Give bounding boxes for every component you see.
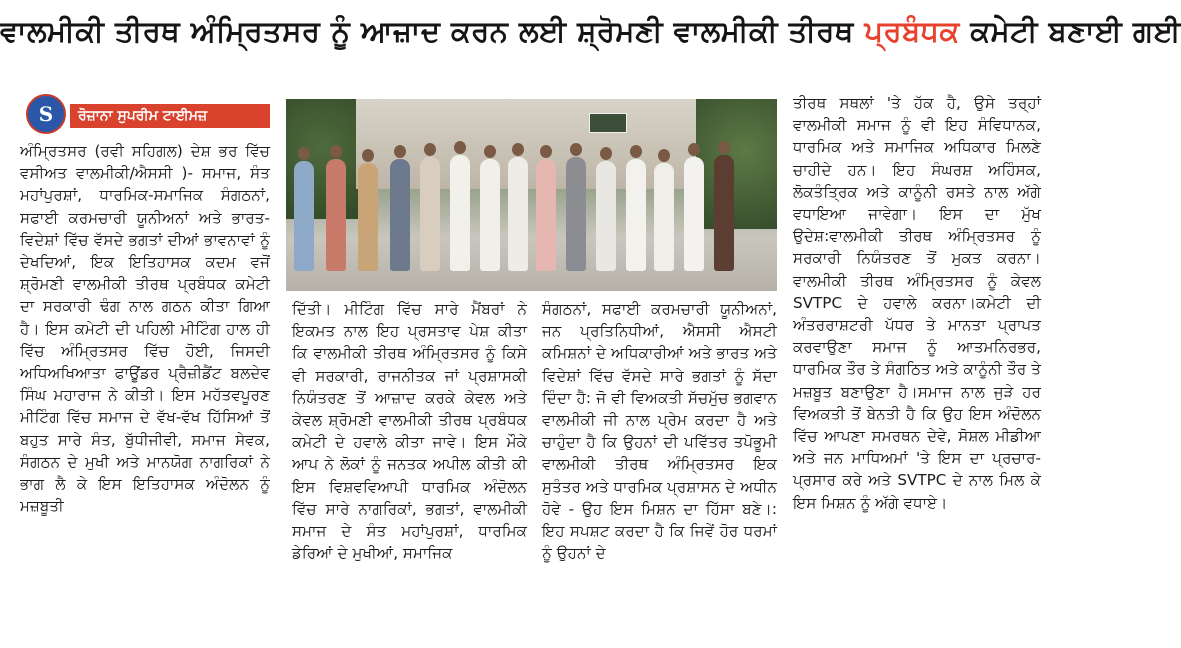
article-column-1 (20, 140, 270, 640)
person (566, 157, 586, 271)
newspaper-brand (26, 94, 276, 134)
group-photo (286, 99, 777, 291)
headline-highlight: ਪ੍ਰਬੰਧਕ (864, 14, 960, 48)
person (596, 161, 616, 271)
article-column-4 (793, 92, 1041, 640)
column-4-text: ਤੀਰਥ ਸਥਲਾਂ 'ਤੇ ਹੱਕ ਹੈ, ਉਸੇ ਤਰ੍ਹਾਂ ਵਾਲਮੀਕੀ ਸਮਾਜ ਨੂੰ ਵੀ ਇਹ ਸੰਵਿਧਾਨਕ, ਧਾਰਮਿਕ ਅਤੇ ਸਮਾਜਿਕ ਅਧਿਕਾਰ ਮਿਲਣੇ ਚਾਹੀਦੇ ਹਨ। ਇਹ ਸੰਘਰਸ਼ ਅਹਿੰਸਕ, ਲੋਕਤੰਤ੍ਰਿਕ ਅਤੇ ਕਾਨੂੰਨੀ ਰਸਤੇ ਨਾਲ ਅੱਗੇ ਵਧਾਇਆ ਜਾਵੇਗਾ। ਇਸ ਦਾ ਮੁੱਖ ਉਦੇਸ਼:ਵਾਲਮੀਕੀ ਤੀਰਥ ਅੰਮ੍ਰਿਤਸਰ ਨੂੰ ਸਰਕਾਰੀ ਨਿਯੰਤਰਣ ਤੋਂ ਮੁਕਤ ਕਰਨਾ।ਵਾਲਮੀਕੀ ਤੀਰਥ ਅੰਮ੍ਰਿਤਸਰ ਨੂੰ ਕੇਵਲ SVTPC ਦੇ ਹਵਾਲੇ ਕਰਨਾ।ਕਮੇਟੀ ਦੀ ਅੰਤਰਰਾਸ਼ਟਰੀ ਪੱਧਰ ਤੇ ਮਾਨਤਾ ਪ੍ਰਾਪਤ ਕਰਵਾਉਣਾ ਸਮਾਜ ਨੂੰ ਆਤਮਨਿਰਭਰ, ਧਾਰਮਿਕ ਤੌਰ ਤੇ ਸੰਗਠਿਤ ਅਤੇ ਕਾਨੂੰਨੀ ਤੌਰ ਤੇ ਮਜ਼ਬੂਤ ਬਣਾਉਣਾ ਹੈ।ਸਮਾਜ ਨਾਲ ਜੁੜੇ ਹਰ ਵਿਅਕਤੀ ਤੋਂ ਬੇਨਤੀ ਹੈ ਕਿ ਉਹ ਇਸ ਅੰਦੋਲਨ ਵਿੱਚ ਆਪਣਾ ਸਮਰਥਨ ਦੇਵੇ, ਸੋਸ਼ਲ ਮੀਡੀਆ ਅਤੇ ਜਨ ਮਾਧਿਅਮਾਂ 'ਤੇ ਇਸ ਦਾ ਪ੍ਰਚਾਰ-ਪ੍ਰਸਾਰ ਕਰੇ ਅਤੇ SVTPC ਦੇ ਨਾਲ ਮਿਲ ਕੇ ਇਸ ਮਿਸ਼ਨ ਨੂੰ ਅੱਗੇ ਵਧਾਏ। (793, 94, 1041, 512)
person (684, 157, 704, 271)
headline-part-2: ਕਮੇਟੀ ਬਣਾਈ ਗਈ (970, 14, 1181, 48)
person (480, 159, 500, 271)
article-column-3 (542, 298, 777, 638)
supreme-times-logo-icon: S (26, 94, 66, 134)
person (450, 155, 470, 271)
person (654, 163, 674, 271)
column-2-text: ਦਿੱਤੀ। ਮੀਟਿੰਗ ਵਿੱਚ ਸਾਰੇ ਮੈਂਬਰਾਂ ਨੇ ਇਕਮਤ ਨਾਲ ਇਹ ਪ੍ਰਸਤਾਵ ਪੇਸ਼ ਕੀਤਾ ਕਿ ਵਾਲਮੀਕੀ ਤੀਰਥ ਅੰਮ੍ਰਿਤਸਰ ਨੂੰ ਕਿਸੇ ਵੀ ਸਰਕਾਰੀ, ਰਾਜਨੀਤਕ ਜਾਂ ਪ੍ਰਸ਼ਾਸਕੀ ਨਿਯੰਤਰਣ ਤੋਂ ਆਜ਼ਾਦ ਕਰਕੇ ਕੇਵਲ ਅਤੇ ਕੇਵਲ ਸ਼੍ਰੋਮਣੀ ਵਾਲਮੀਕੀ ਤੀਰਥ ਪ੍ਰਬੰਧਕ ਕਮੇਟੀ ਦੇ ਹਵਾਲੇ ਕੀਤਾ ਜਾਵੇ। ਇਸ ਮੌਕੇ ਆਪ ਨੇ ਲੋਕਾਂ ਨੂੰ ਜਨਤਕ ਅਪੀਲ ਕੀਤੀ ਕੀ ਇਸ ਵਿਸ਼ਵਵਿਆਪੀ ਧਾਰਮਿਕ ਅੰਦੋਲਨ ਵਿੱਚ ਸਾਰੇ ਨਾਗਰਿਕਾਂ, ਭਗਤਾਂ, ਵਾਲਮੀਕੀ ਸਮਾਜ ਦੇ ਸੰਤ ਮਹਾਂਪੁਰਸ਼ਾਂ, ਧਾਰਮਿਕ ਡੇਰਿਆਂ ਦੇ ਮੁਖੀਆਂ, ਸਮਾਜਿਕ (292, 300, 527, 563)
newspaper-name: ਰੋਜ਼ਾਨਾ ਸੁਪਰੀਮ ਟਾਈਮਜ਼ (70, 104, 270, 128)
column-1-text: ਅੰਮ੍ਰਿਤਸਰ (ਰਵੀ ਸਹਿਗਲ) ਦੇਸ਼ ਭਰ ਵਿੱਚ ਵਸੀਅਤ ਵਾਲਮੀਕੀ/ਐਸਸੀ )- ਸਮਾਜ, ਸੰਤ ਮਹਾਂਪੁਰਸ਼ਾਂ, ਧਾਰਮਿਕ-ਸਮਾਜਿਕ ਸੰਗਠਨਾਂ, ਸਫਾਈ ਕਰਮਚਾਰੀ ਯੂਨੀਅਨਾਂ ਅਤੇ ਭਾਰਤ-ਵਿਦੇਸ਼ਾਂ ਵਿੱਚ ਵੱਸਦੇ ਭਗਤਾਂ ਦੀਆਂ ਭਾਵਨਾਵਾਂ ਨੂੰ ਦੇਖਦਿਆਂ, ਇਕ ਇਤਿਹਾਸਕ ਕਦਮ ਵਜੋਂ ਸ਼੍ਰੋਮਣੀ ਵਾਲਮੀਕੀ ਤੀਰਥ ਪ੍ਰਬੰਧਕ ਕਮੇਟੀ ਦਾ ਸਰਕਾਰੀ ਢੰਗ ਨਾਲ ਗਠਨ ਕੀਤਾ ਗਿਆ ਹੈ। ਇਸ ਕਮੇਟੀ ਦੀ ਪਹਿਲੀ ਮੀਟਿੰਗ ਹਾਲ ਹੀ ਵਿੱਚ ਅੰਮ੍ਰਿਤਸਰ ਵਿੱਚ ਹੋਈ, ਜਿਸਦੀ ਅਧਿਅਖਿਆਤਾ ਫਾਊਂਡਰ ਪ੍ਰੈਜ਼ੀਡੈਂਟ ਬਲਦੇਵ ਸਿੰਘ ਮਹਾਰਾਜ ਨੇ ਕੀਤੀ। ਇਸ ਮਹੱਤਵਪੂਰਣ ਮੀਟਿੰਗ ਵਿੱਚ ਸਮਾਜ ਦੇ ਵੱਖ-ਵੱਖ ਹਿੱਸਿਆਂ ਤੋਂ ਬਹੁਤ ਸਾਰੇ ਸੰਤ, ਬੁੱਧੀਜੀਵੀ, ਸਮਾਜ ਸੇਵਕ, ਸੰਗਠਨ ਦੇ ਮੁਖੀ ਅਤੇ ਮਾਨਯੋਗ ਨਾਗਰਿਕਾਂ ਨੇ ਭਾਗ ਲੈ ਕੇ ਇਸ ਇਤਿਹਾਸਕ ਅੰਦੋਲਨ ਨੂੰ ਮਜ਼ਬੂਤੀ (20, 142, 270, 516)
person (508, 157, 528, 271)
person (536, 159, 556, 271)
headline-part-1: ਵਾਲਮੀਕੀ ਤੀਰਥ ਅੰਮ੍ਰਿਤਸਰ ਨੂੰ ਆਜ਼ਾਦ ਕਰਨ ਲਈ ਸ਼੍ਰੋਮਣੀ ਵਾਲਮੀਕੀ ਤੀਰਥ (0, 14, 854, 48)
person (420, 157, 440, 271)
tree-right (696, 99, 777, 229)
person (390, 159, 410, 271)
person (626, 159, 646, 271)
person (714, 155, 734, 271)
person (358, 163, 378, 271)
person (326, 159, 346, 271)
column-3-text: ਸੰਗਠਨਾਂ, ਸਫਾਈ ਕਰਮਚਾਰੀ ਯੂਨੀਅਨਾਂ, ਜਨ ਪ੍ਰਤਿਨਿਧੀਆਂ, ਐਸਸੀ ਐਸਟੀ ਕਮਿਸ਼ਨਾਂ ਦੇ ਅਧਿਕਾਰੀਆਂ ਅਤੇ ਭਾਰਤ ਅਤੇ ਵਿਦੇਸ਼ਾਂ ਵਿੱਚ ਵੱਸਦੇ ਸਾਰੇ ਭਗਤਾਂ ਨੂੰ ਸੱਦਾ ਦਿੰਦਾ ਹੈ: ਜੋ ਵੀ ਵਿਅਕਤੀ ਸੱਚਮੁੱਚ ਭਗਵਾਨ ਵਾਲਮੀਕੀ ਜੀ ਨਾਲ ਪ੍ਰੇਮ ਕਰਦਾ ਹੈ ਅਤੇ ਚਾਹੁੰਦਾ ਹੈ ਕਿ ਉਹਨਾਂ ਦੀ ਪਵਿੱਤਰ ਤਪੋਭੂਮੀ ਵਾਲਮੀਕੀ ਤੀਰਥ ਅੰਮ੍ਰਿਤਸਰ ਇਕ ਸੁਤੰਤਰ ਅਤੇ ਧਾਰਮਿਕ ਪ੍ਰਸ਼ਾਸਨ ਦੇ ਅਧੀਨ ਹੋਵੇ - ਉਹ ਇਸ ਮਿਸ਼ਨ ਦਾ ਹਿੱਸਾ ਬਣੇ।: ਇਹ ਸਪਸ਼ਟ ਕਰਦਾ ਹੈ ਕਿ ਜਿਵੇਂ ਹੋਰ ਧਰਮਾਂ ਨੂੰ ਉਹਨਾਂ ਦੇ (542, 300, 777, 563)
person (294, 161, 314, 271)
building-sign-icon (589, 113, 627, 133)
article-column-2 (292, 298, 527, 638)
headline (0, 14, 1181, 49)
